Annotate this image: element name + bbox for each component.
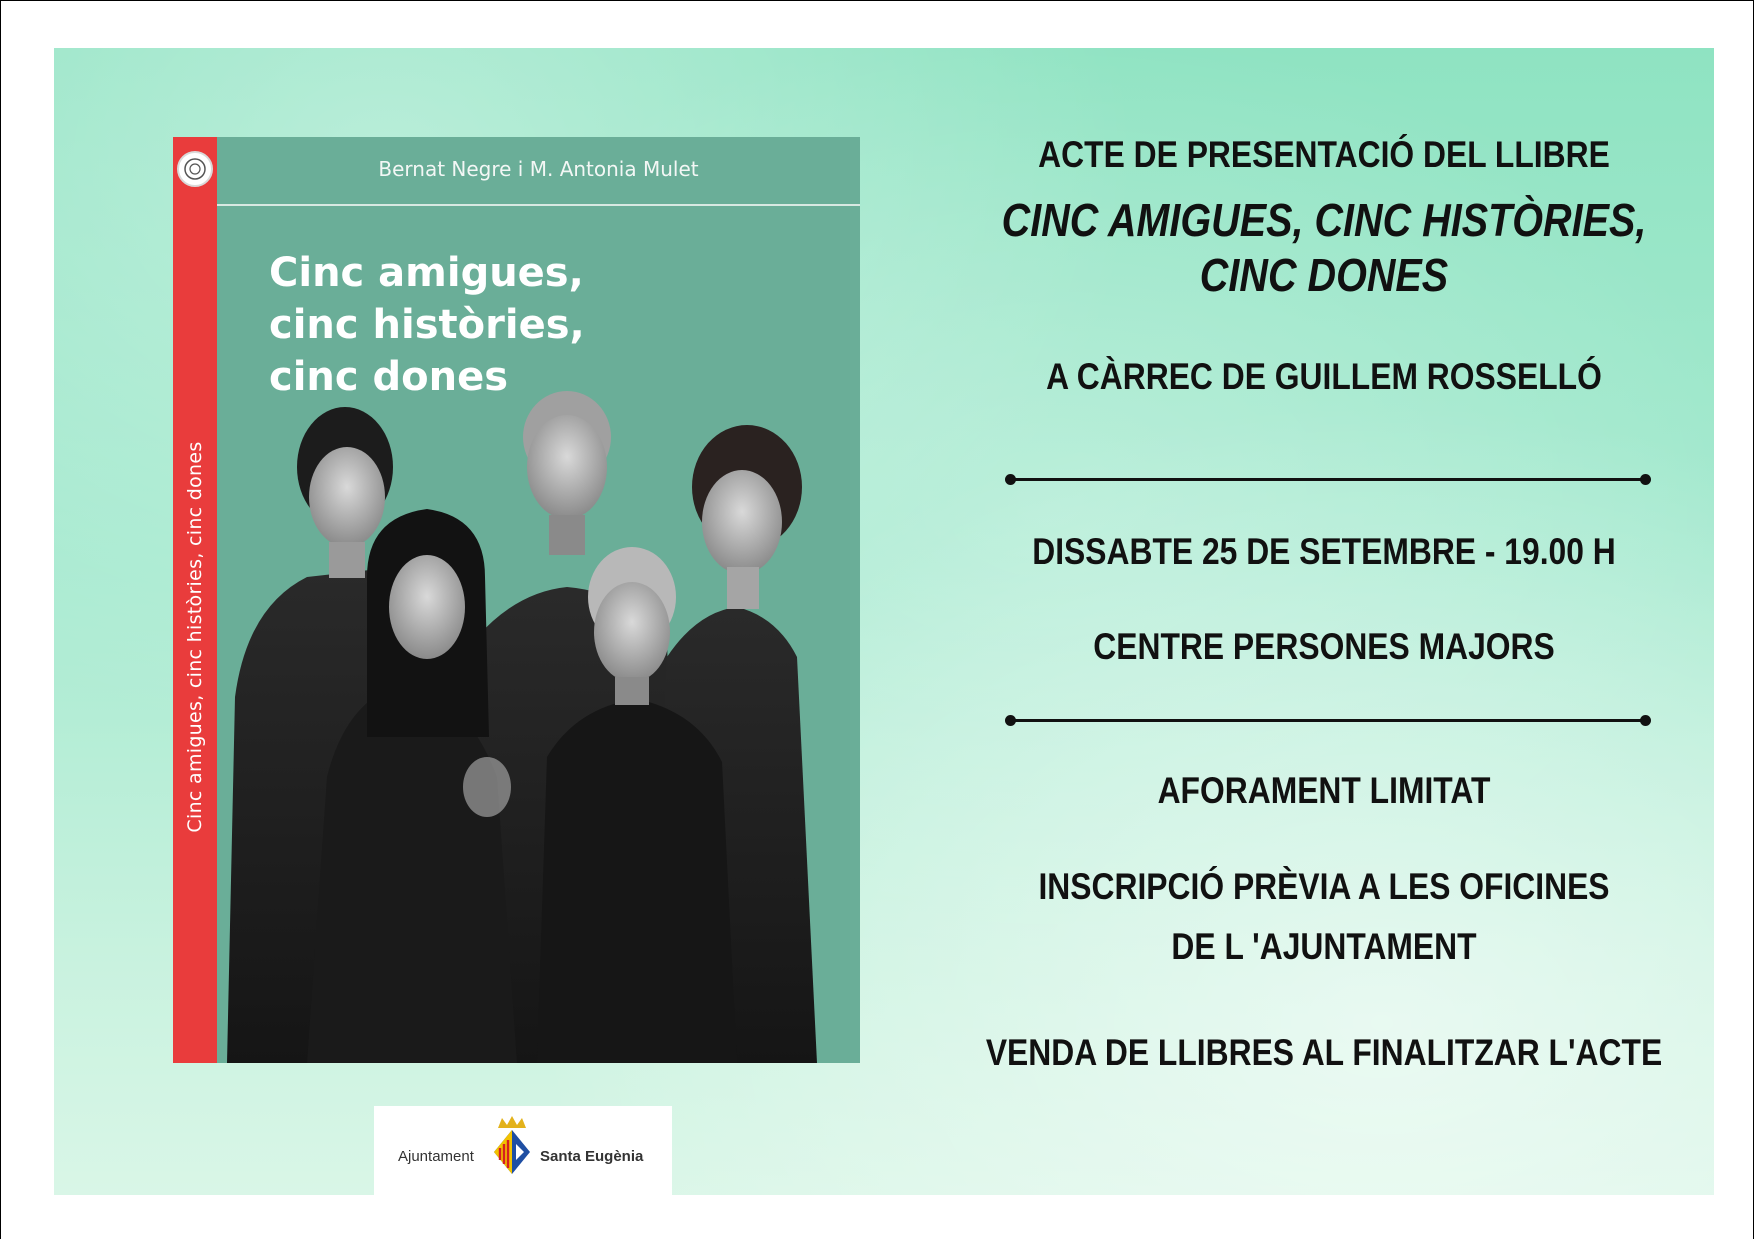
cover-title-line: cinc històries, [269,302,585,348]
presenter: A CÀRREC DE GUILLEM ROSSELLÓ [1046,356,1602,397]
cover-spine [173,137,217,1063]
seal-icon [177,151,213,187]
cover-title [269,247,585,403]
capacity-notice: AFORAMENT LIMITAT [1157,770,1491,811]
coat-of-arms-icon [490,1114,534,1178]
event-venue: CENTRE PERSONES MAJORS [1093,626,1555,667]
cover-authors: Bernat Negre i M. Antonia Mulet [378,157,699,181]
spine-title: Cinc amigues, cinc històries, cinc dones [184,441,206,833]
ajuntament-logo [374,1106,672,1198]
book-cover [173,137,860,1063]
logo-right-text: Santa Eugènia [540,1148,644,1165]
divider-bottom [1010,719,1646,722]
event-info [914,48,1734,1195]
book-title-line1: CINC AMIGUES, CINC HISTÒRIES, [1001,194,1647,246]
cover-title-line: Cinc amigues, [269,250,584,296]
divider-top [1010,478,1646,481]
cover-title-line: cinc dones [269,354,509,400]
book-sales-notice: VENDA DE LLIBRES AL FINALITZAR L'ACTE [985,1032,1663,1073]
cover-rule [217,204,860,206]
event-datetime: DISSABTE 25 DE SETEMBRE - 19.00 H [1032,531,1616,572]
poster [54,48,1714,1195]
book-title-line2: CINC DONES [1199,249,1449,301]
registration-line2: DE L 'AJUNTAMENT [1171,926,1477,967]
logo-left-text: Ajuntament [398,1148,474,1165]
event-heading: ACTE DE PRESENTACIÓ DEL LLIBRE [1038,134,1610,175]
registration-line1: INSCRIPCIÓ PRÈVIA A LES OFICINES [1038,866,1610,907]
